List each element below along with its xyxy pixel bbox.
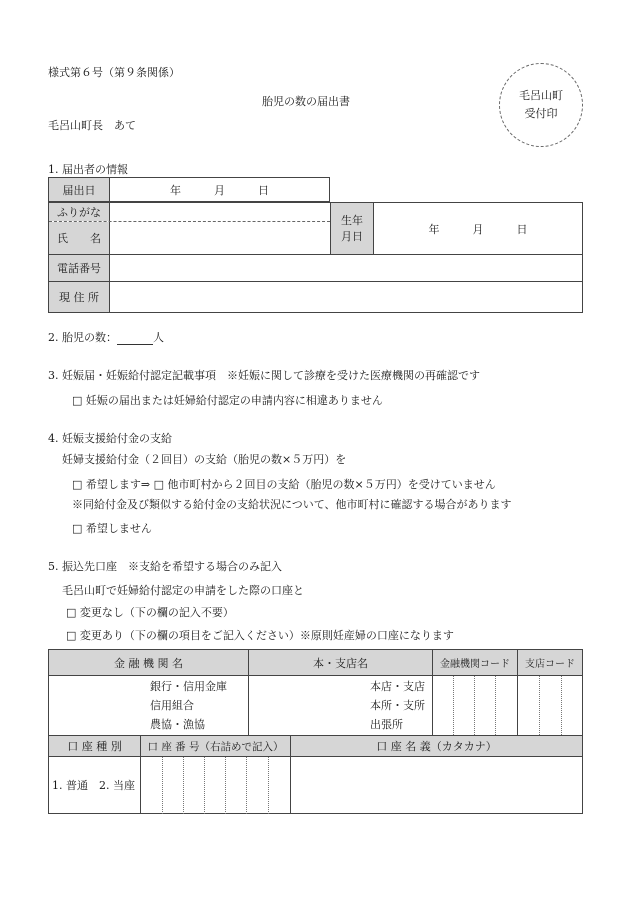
phone-label: 電話番号 (49, 255, 109, 281)
filing-date-label: 届出日 (49, 178, 109, 201)
branch-type-options[interactable]: 本店・支店 本所・支所 出張所 (370, 680, 425, 731)
address-field[interactable] (110, 282, 582, 312)
section5-checkbox-no-change[interactable]: □ 変更なし（下の欄の記入不要） (66, 606, 234, 619)
birth-date-label: 生年 月日 (331, 203, 373, 254)
section4-checkbox-wish[interactable]: □ 希望します⇒ □ 他市町村から２回目の支給（胎児の数×５万円）を受けていません (72, 478, 496, 491)
col-account-number-header: 口 座 番 号（右詰めで記入） (141, 736, 290, 756)
section5-heading: 5. 振込先口座 ※支給を希望する場合のみ記入 (48, 560, 282, 573)
section4-heading: 4. 妊娠支援給付金の支給 (48, 432, 172, 445)
furigana-field[interactable] (110, 203, 330, 221)
page-title: 胎児の数の届出書 (262, 95, 350, 108)
col-bank-code-header: 金融機関コード (433, 650, 517, 675)
filing-date-field[interactable]: 年 月 日 (170, 183, 269, 197)
section3-checkbox-confirm[interactable]: □ 妊娠の届出または妊婦給付認定の申請内容に相違ありません (72, 394, 383, 407)
phone-field[interactable] (110, 255, 582, 281)
account-number-field[interactable] (141, 757, 290, 813)
section5-checkbox-change[interactable]: □ 変更あり（下の欄の項目をご記入ください）※原則妊産婦の口座になります (66, 629, 454, 642)
stamp-line2: 受付印 (524, 107, 558, 120)
col-branch-header: 本・支店名 (249, 650, 432, 675)
fetus-count-field[interactable] (117, 334, 153, 345)
col-branch-code-header: 支店コード (518, 650, 582, 675)
section4-desc: 妊婦支援給付金（２回目）の支給（胎児の数×５万円）を (62, 453, 347, 466)
furigana-label: ふりがな (49, 203, 109, 221)
form-number: 様式第６号（第９条関係） (48, 66, 180, 79)
section4-checkbox-no-wish[interactable]: □ 希望しません (72, 522, 152, 535)
name-label: 氏 名 (49, 222, 109, 254)
branch-code-field[interactable] (518, 676, 582, 734)
birth-date-field[interactable]: 年 月 日 (428, 222, 528, 236)
section1-heading: 1. 届出者の情報 (48, 163, 128, 176)
address-label: 現 住 所 (49, 282, 109, 312)
col-account-type-header: 口 座 種 別 (49, 736, 140, 756)
name-field[interactable] (110, 222, 330, 254)
reception-stamp (499, 63, 583, 147)
section5-desc: 毛呂山町で妊婦給付認定の申請をした際の口座と (62, 584, 304, 597)
account-holder-field[interactable] (291, 757, 582, 813)
addressee: 毛呂山町長 あて (48, 119, 136, 132)
section4-note: ※同給付金及び類似する給付金の支給状況について、他市町村に確認する場合があります (72, 498, 512, 511)
fetus-count-unit: 人 (153, 331, 164, 344)
bank-code-field[interactable] (433, 676, 517, 734)
col-institution-header: 金 融 機 関 名 (49, 650, 248, 675)
col-account-holder-header: 口 座 名 義（カタカナ） (291, 736, 582, 756)
institution-type-options[interactable]: 銀行・信用金庫 信用組合 農協・漁協 (150, 680, 227, 731)
stamp-line1: 毛呂山町 (519, 89, 563, 102)
fetus-count-label: 2. 胎児の数： (48, 331, 117, 344)
section3-heading: 3. 妊娠届・妊娠給付認定記載事項 ※妊娠に関して診療を受けた医療機関の再確認です (48, 369, 480, 382)
fetus-count (48, 329, 164, 345)
account-type-field[interactable]: 1. 普通 2. 当座 (52, 779, 135, 792)
